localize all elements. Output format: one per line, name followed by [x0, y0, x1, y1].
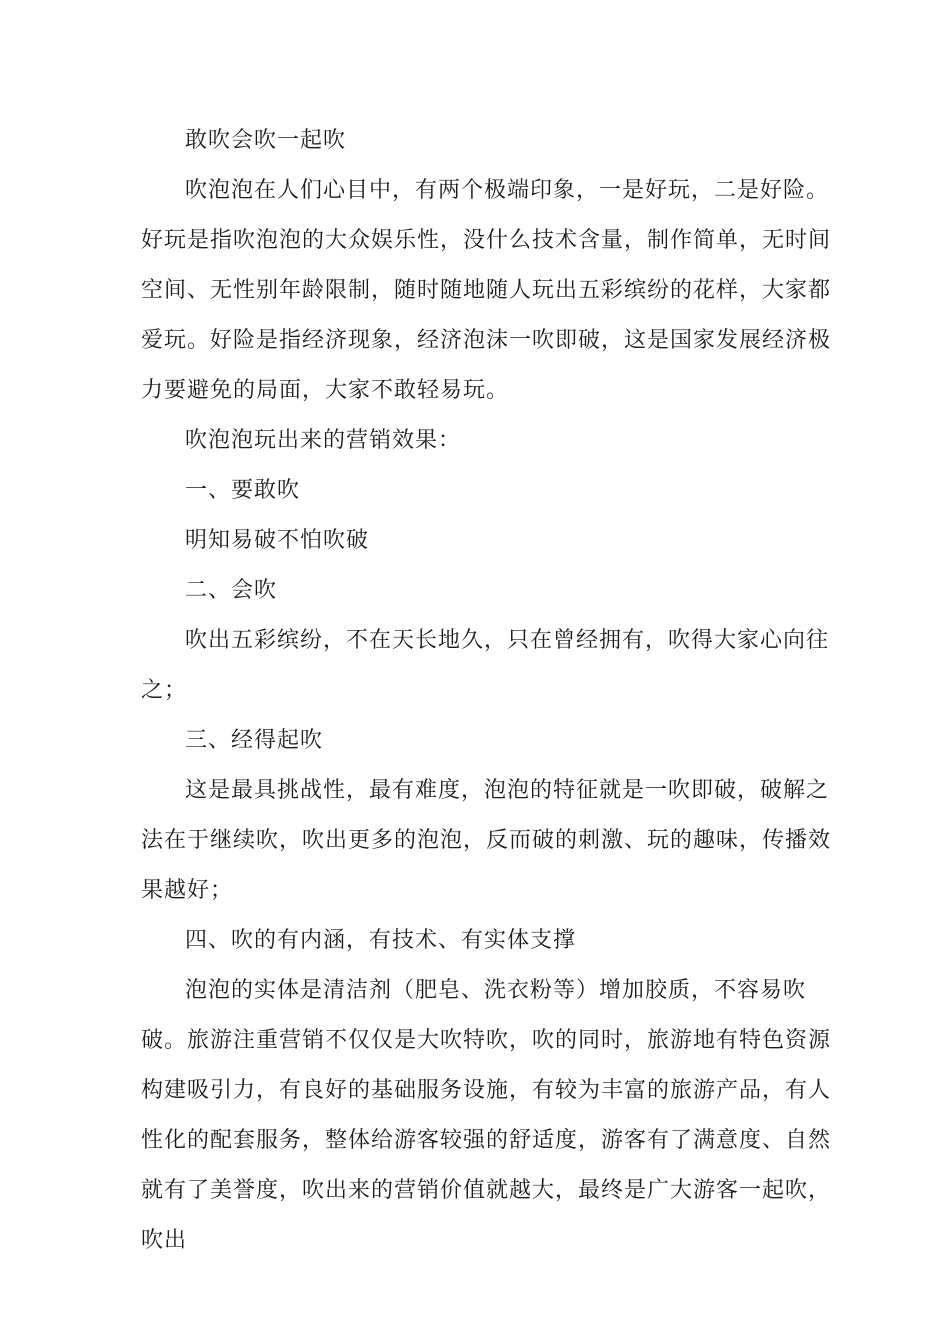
point-1-text: 明知易破不怕吹破	[185, 528, 370, 553]
point-2-text: 吹出五彩缤纷，不在天长地久，只在曾经拥有，吹得大家心向往之；	[141, 628, 830, 703]
point-2-heading: 二、会吹	[185, 578, 278, 603]
document-body	[141, 116, 831, 1266]
effects-heading: 吹泡泡玩出来的营销效果：	[185, 428, 462, 453]
point-4-text: 泡泡的实体是清洁剂（肥皂、洗衣粉等）增加胶质，不容易吹破。旅游注重营销不仅仅是大吹特吹，吹的同时，旅游地有特色资源构建吸引力，有良好的基础服务设施，有较为丰富的旅游产品，有人性化的配套服务，整体给游客较强的舒适度，游客有了满意度、自然就有了美誉度，吹出来的营销价值就越大，最终是广大游客一起吹，吹出	[141, 978, 832, 1253]
section-title: 敢吹会吹一起吹	[185, 128, 347, 153]
point-1-heading: 一、要敢吹	[185, 478, 301, 503]
intro-paragraph: 吹泡泡在人们心目中，有两个极端印象，一是好玩，二是好险。好玩是指吹泡泡的大众娱乐性，没什么技术含量，制作简单，无时间空间、无性别年龄限制，随时随地随人玩出五彩缤纷的花样，大家都爱玩。好险是指经济现象，经济泡沫一吹即破，这是国家发展经济极力要避免的局面，大家不敢轻易玩。	[141, 178, 832, 403]
point-3-text: 这是最具挑战性，最有难度，泡泡的特征就是一吹即破，破解之法在于继续吹，吹出更多的泡泡，反而破的刺激、玩的趣味，传播效果越好；	[141, 778, 832, 903]
point-3-heading: 三、经得起吹	[185, 728, 324, 753]
point-4-heading: 四、吹的有内涵，有技术、有实体支撑	[185, 928, 577, 953]
